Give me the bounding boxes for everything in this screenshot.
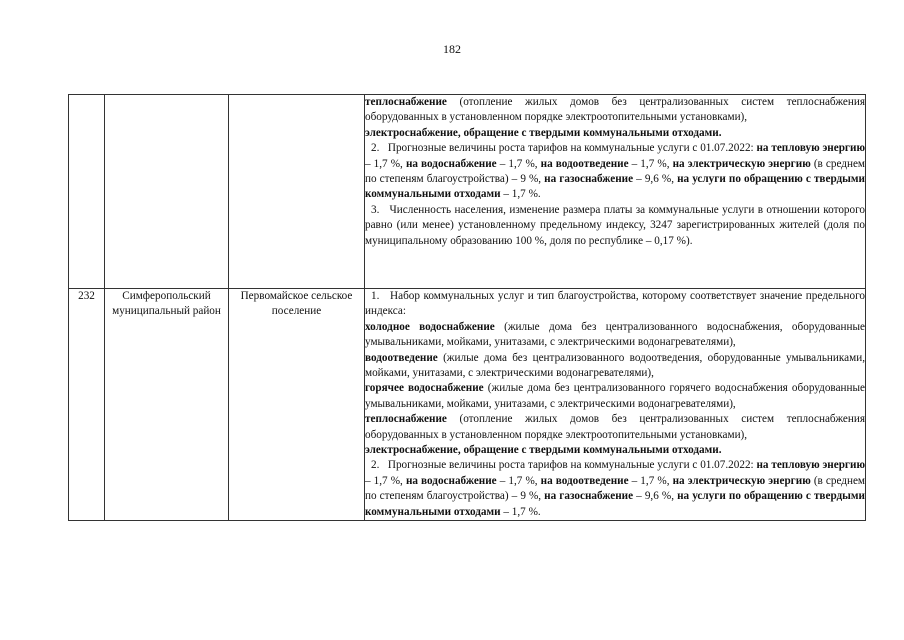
- text: 3. Численность населения, изменение размера платы за коммунальные услуги в отношении которого равно (или менее) установленному предельному индексу, 3247 зарегистрированных жителей (доля по муниципальному образованию 100 %, доля по республике – 0,17 %).: [365, 203, 865, 247]
- text: – 1,7 %,: [496, 474, 541, 487]
- table-row: [69, 289, 866, 521]
- bold-text: на электрическую энергию: [672, 474, 811, 487]
- description-paragraph: [365, 289, 865, 320]
- text: (жилые дома без централизованного водоотведения, оборудованные умывальниками, мойками, унитазами, с электрическими водонагревателями),: [365, 351, 865, 380]
- description-paragraph: [365, 412, 865, 443]
- bold-text: на водоотведение: [540, 474, 629, 487]
- description-paragraph: [365, 351, 865, 382]
- settlement-cell: Первомайское сельское поселение: [229, 289, 365, 521]
- text: – 1,7 %,: [365, 157, 406, 170]
- bold-text: на услуги по обращению с твердыми коммунальными отходами: [365, 173, 865, 201]
- bold-text: электроснабжение, обращение с твердыми коммунальными отходами.: [365, 444, 722, 457]
- bold-text: водоотведение: [365, 351, 438, 364]
- district-cell: Симферопольский муниципальный район: [105, 289, 229, 521]
- bold-text: теплоснабжение: [365, 413, 447, 426]
- text: (в среднем по степеням благоустройства) – 9 %,: [365, 157, 866, 186]
- bold-text: на водоснабжение: [405, 474, 497, 487]
- settlement-cell: [229, 95, 365, 289]
- text: 1. Набор коммунальных услуг и тип благоустройства, которому соответствует значение предельного индекса:: [365, 290, 865, 318]
- bold-text: на газоснабжение: [544, 173, 634, 186]
- bold-text: на услуги по обращению с твердыми коммунальными отходами: [365, 490, 865, 518]
- tariff-table: [68, 94, 866, 521]
- bold-text: электроснабжение, обращение с твердыми коммунальными отходами.: [365, 126, 722, 139]
- text: – 1,7 %.: [500, 505, 541, 518]
- bold-text: на тепловую энергию: [756, 459, 865, 472]
- text: 2. Прогнозные величины роста тарифов на коммунальные услуги с 01.07.2022:: [371, 142, 757, 155]
- bold-text: на тепловую энергию: [756, 142, 865, 155]
- text: – 1,7 %.: [500, 188, 541, 201]
- text: (жилые дома без централизованного водоснабжения, оборудованные умывальниками, мойками, унитазами, с электрическими водонагревателями),: [365, 320, 865, 349]
- row-number-cell: 232: [69, 289, 105, 521]
- text: – 1,7 %,: [496, 157, 541, 170]
- row-number-cell: [69, 95, 105, 289]
- text: (в среднем по степеням благоустройства) – 9 %,: [365, 474, 866, 503]
- description-paragraph: [365, 381, 865, 412]
- description-paragraph: [365, 141, 865, 203]
- bold-text: на водоснабжение: [405, 157, 497, 170]
- text: – 1,7 %,: [628, 157, 673, 170]
- text: (отопление жилых домов без централизованных систем теплоснабжения оборудованных в установленном порядке электроотопительными установками),: [365, 96, 865, 124]
- description-paragraph: [365, 95, 865, 126]
- text: – 9,6 %,: [633, 173, 678, 186]
- bold-text: на электрическую энергию: [672, 157, 811, 170]
- bold-text: горячее водоснабжение: [365, 382, 484, 395]
- bold-text: на газоснабжение: [544, 490, 634, 503]
- description-paragraph: [365, 320, 865, 351]
- description-cell: [365, 95, 866, 289]
- page-number: 182: [443, 42, 461, 56]
- table-row: [69, 95, 866, 289]
- text: – 1,7 %,: [628, 474, 673, 487]
- bold-text: теплоснабжение: [365, 96, 447, 108]
- description-paragraph: [365, 443, 865, 458]
- description-paragraph: [365, 458, 865, 520]
- bold-text: на водоотведение: [540, 157, 629, 170]
- text: (отопление жилых домов без централизованных систем теплоснабжения оборудованных в установленном порядке электроотопительными установками),: [365, 413, 865, 441]
- text: – 1,7 %,: [365, 474, 406, 487]
- description-paragraph: [365, 203, 865, 249]
- bold-text: холодное водоснабжение: [365, 320, 495, 333]
- description-cell: [365, 289, 866, 521]
- text: (жилые дома без централизованного горячего водоснабжения оборудованные умывальниками, мойками, унитазами, с электрическими водонагревателями),: [365, 382, 865, 410]
- district-cell: [105, 95, 229, 289]
- description-paragraph: [365, 126, 865, 141]
- text: – 9,6 %,: [633, 490, 678, 503]
- text: 2. Прогнозные величины роста тарифов на коммунальные услуги с 01.07.2022:: [371, 459, 757, 472]
